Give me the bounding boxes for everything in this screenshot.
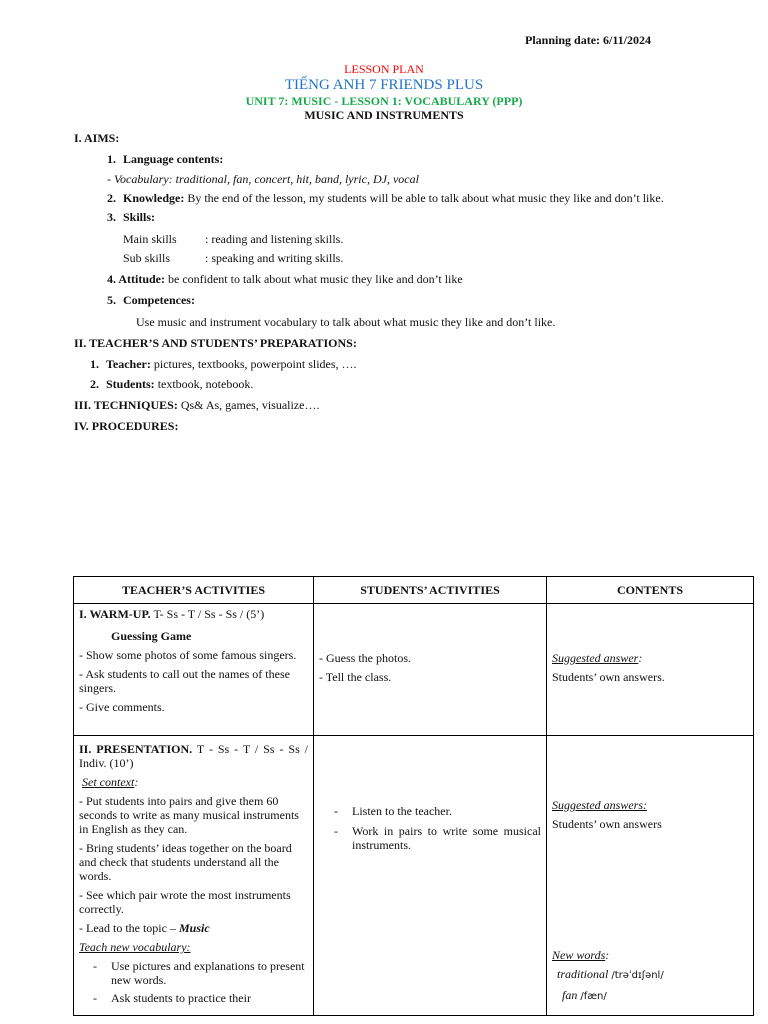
item-number: 1. [107,152,116,166]
new-words-label: New words [552,948,606,962]
new-word-item [552,988,748,1004]
warmup-students-cell [314,604,547,736]
presentation-teacher-cell [74,736,314,1016]
label-colon: : [134,775,139,789]
new-word: fan [562,988,578,1002]
main-skills-text: : reading and listening skills. [205,232,344,246]
suggested-answer-text: Students’ own answers. [552,670,665,684]
attitude-item [107,272,463,287]
suggested-answers-label: Suggested answers: [552,798,647,812]
label-colon: : [605,948,610,962]
list-item: - Give comments. [79,700,165,714]
list-item-text: Ask students to practice their [111,991,251,1005]
course-title: TIẾNG ANH 7 FRIENDS PLUS [284,77,484,93]
students-prep-label: Students: [106,377,155,391]
table-row-presentation [74,736,754,1016]
sub-skills-label: Sub skills [123,251,171,265]
warmup-teacher-cell [74,604,314,736]
students-prep-item [90,377,253,392]
header-teacher-activities: TEACHER’S ACTIVITIES [74,577,314,604]
teach-vocabulary-label: Teach new vocabulary: [79,940,191,954]
new-word-item [552,967,748,983]
list-item-text: Use pictures and explanations to present new words. [111,959,305,987]
warmup-game-title: Guessing Game [111,629,192,643]
procedures-table [73,576,754,1016]
techniques-label: III. TECHNIQUES: [74,398,178,412]
competences-text: Use music and instrument vocabulary to talk about what music they like and don’t like. [136,315,556,329]
suggested-answers-text: Students’ own answers [552,817,662,831]
knowledge-label: Knowledge: [123,191,185,205]
preparations-heading: II. TEACHER’S AND STUDENTS’ PREPARATIONS: [74,336,357,350]
warmup-title: I. WARM-UP. [79,607,151,621]
set-context-label: Set context [82,775,135,789]
list-item: - Guess the photos. [319,651,411,665]
attitude-text: be confident to talk about what music they like and don’t like [165,272,463,286]
procedures-heading: IV. PROCEDURES: [74,419,179,433]
teacher-prep-label: Teacher: [106,357,151,371]
competences-label: Competences: [123,293,195,307]
skills-item [107,210,155,225]
presentation-contents-cell [547,736,754,1016]
item-number: 2. [90,377,99,391]
header-students-activities: STUDENTS’ ACTIVITIES [314,577,547,604]
lead-text: - Lead to the topic – [79,921,179,935]
lesson-plan-label: LESSON PLAN [344,62,424,76]
presentation-title: II. PRESENTATION. [79,742,193,756]
list-item: - Work in pairs to write some musical instruments. [334,824,541,852]
lead-topic: Music [178,921,210,935]
phonetic: /fæn/ [580,991,607,1002]
warmup-contents-cell [547,604,754,736]
new-word: traditional [557,967,609,981]
item-number: 1. [90,357,99,371]
language-contents-label: Language contents: [123,152,224,166]
list-item: - Ask students to call out the names of these singers. [79,667,290,695]
list-item: - Ask students to practice their [93,991,251,1005]
techniques-line [74,398,319,413]
list-item: - Show some photos of some famous singers. [79,648,297,662]
knowledge-item [107,191,664,206]
list-item: - See which pair wrote the most instruments correctly. [79,888,291,916]
topic-title: MUSIC AND INSTRUMENTS [304,108,464,122]
warmup-title-rest: T- Ss - T / Ss - Ss / (5’) [150,607,265,621]
header-contents: CONTENTS [547,577,754,604]
attitude-label: 4. Attitude: [107,272,165,286]
main-skills-label: Main skills [123,232,177,246]
planning-date: Planning date: 6/11/2024 [525,33,652,47]
lead-to-topic [79,921,308,935]
list-item: - Listen to the teacher. [334,804,452,818]
vocabulary-line: - Vocabulary: traditional, fan, concert, hit, band, lyric, DJ, vocal [107,172,419,186]
item-number: 5. [107,293,116,307]
list-item: - Put students into pairs and give them 60 seconds to write as many musical instruments in English as they can. [79,794,299,836]
sub-skills-text: : speaking and writing skills. [205,251,344,265]
list-item: - Use pictures and explanations to present new words. [79,959,308,987]
presentation-students-cell [314,736,547,1016]
list-item: - Tell the class. [319,670,392,684]
list-item: - Bring students’ ideas together on the board and check that students understand all the words. [79,841,292,883]
list-item-text: Work in pairs to write some musical instruments. [352,824,541,852]
phonetic: /trəˈdɪʃənl/ [611,970,664,981]
table-row-warmup [74,604,754,736]
list-item-text: Listen to the teacher. [352,804,452,818]
unit-title: UNIT 7: MUSIC - LESSON 1: VOCABULARY (PPP) [245,94,523,108]
teacher-prep-text: pictures, textbooks, powerpoint slides, …. [150,357,357,371]
presentation-title-rest: T - Ss - T / Ss - Ss / Indiv. (10’) [79,742,309,770]
suggested-answer-label: Suggested answer [552,651,639,665]
students-prep-text: textbook, notebook. [154,377,254,391]
language-contents-item [107,152,223,167]
techniques-text: Qs& As, games, visualize…. [177,398,320,412]
item-number: 2. [107,191,116,205]
table-header-row [74,577,754,604]
knowledge-text: By the end of the lesson, my students will be able to talk about what music they like and don’t like. [184,191,664,205]
competences-item [107,293,195,308]
skills-label: Skills: [123,210,156,224]
item-number: 3. [107,210,116,224]
label-colon: : [638,651,643,665]
aims-heading: I. AIMS: [74,131,120,145]
teacher-prep-item [90,357,357,372]
